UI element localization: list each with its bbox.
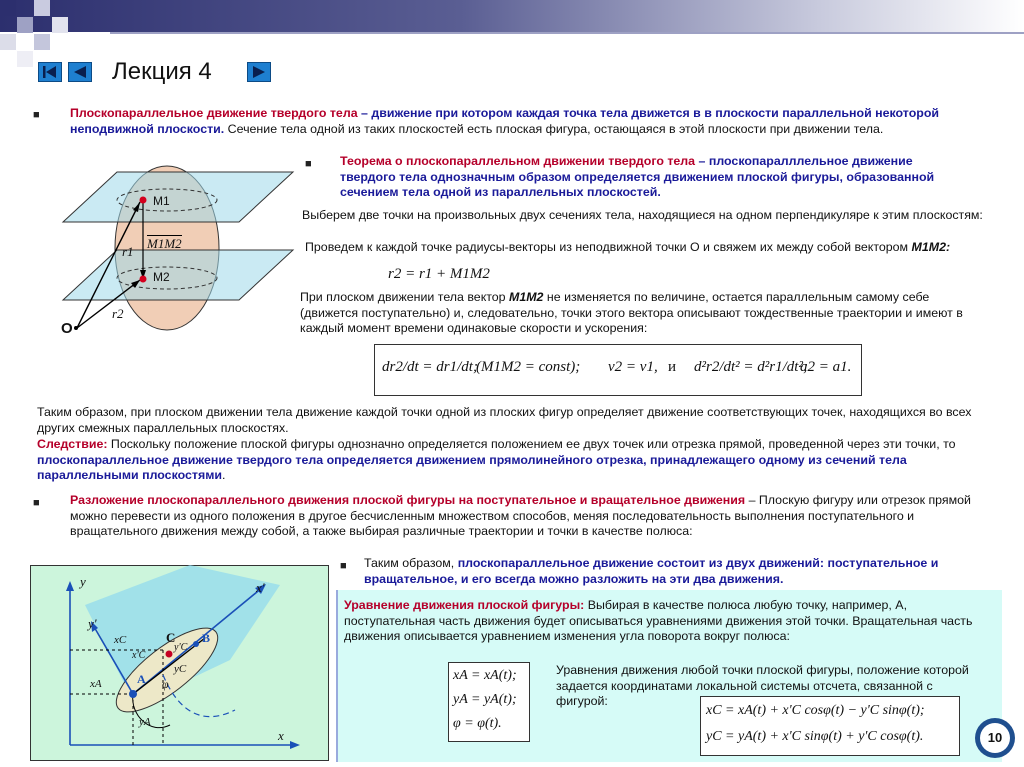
bullet: ■ xyxy=(305,158,312,170)
theorem-text: – плоскопаралллельное движение твердого тела однозначным образом определяется движением плоской фигуры, образованной сечением тела одной из параллельных плоскостей. xyxy=(340,154,935,200)
thus2-lead: Таким образом, xyxy=(364,556,458,570)
decomposition-term: Разложение плоскопараллельного движения плоской фигуры на поступательное и вращательное движения xyxy=(70,493,746,507)
vector-equation: r2 = r1 + M1M2 xyxy=(388,266,490,282)
plane-motion-lead: При плоском движении тела вектор xyxy=(300,290,510,304)
corollary-bold: плоскопараллельное движение твердого тела определяется движением прямолинейного отрезка, принадлежащего одному из сечений тела параллельными плоскостями xyxy=(37,452,907,483)
deco-square xyxy=(17,51,33,67)
equation-description: Выбирая в качестве полюса любую точку, например, A, поступательная часть движения будет описываться уравнениями движения этой точки. Вращательная часть движения описывается уравнением изменения угла поворота вокруг полюса: xyxy=(344,598,973,644)
theorem-term: Теорема о плоскопараллельном движении твердого тела xyxy=(340,154,696,168)
deco-square xyxy=(34,34,50,50)
label-r1: r1 xyxy=(122,244,134,259)
fig2-label-B: B xyxy=(202,631,211,645)
first-page-icon xyxy=(39,63,61,81)
eq-yA: yA = yA(t); xyxy=(453,692,517,707)
fig2-label-C: C xyxy=(166,630,176,645)
deco-square xyxy=(17,17,33,33)
deco-square xyxy=(0,0,16,16)
derivative-conj: и xyxy=(668,359,677,375)
fig2-label-A: A xyxy=(137,672,146,686)
corollary xyxy=(37,437,997,484)
radius-vectors-text xyxy=(305,240,1010,256)
decomposition-text: – Плоскую фигуру или отрезок прямой можно перевести из одного положения в другое бесчисленным множеством способов, меняя последовательность выполнения поступательного и вращательного движения между собой, а также выбирая различные траектории и точки в качестве полюса: xyxy=(70,493,971,539)
thus-each-point: Таким образом, при плоском движении тела движение каждой точки одной из плоских фигур определяет движение соответствующих точек, находящихся во всех других смежных параллельных плоскостях. xyxy=(37,405,972,435)
bullet: ■ xyxy=(340,560,347,572)
plane-motion-vec: M1M2 xyxy=(509,290,544,304)
corollary-text: Поскольку положение плоской фигуры однозначно определяется положением ее двух точек или отрезка прямой, проведенной через эти точки, то xyxy=(107,437,956,451)
equation-term: Уравнение движения плоской фигуры: xyxy=(344,598,585,612)
fig2-label-yA: yA xyxy=(139,716,151,728)
label-M1: M1 xyxy=(153,194,170,208)
radius-vectors-lead: Проведем к каждой точке радиусы-векторы из неподвижной точки О и свяжем их между собой вектором xyxy=(305,240,909,254)
radius-vectors-end: M1M2: xyxy=(911,240,951,254)
prev-page-button[interactable] xyxy=(68,62,92,82)
fig2-label-phi: φ xyxy=(162,677,169,691)
header-rule xyxy=(110,32,1024,34)
label-O: O xyxy=(61,320,73,337)
theorem xyxy=(340,154,960,201)
corollary-end: . xyxy=(222,468,226,483)
label-r2: r2 xyxy=(112,306,124,321)
eq-xA: xA = xA(t); xyxy=(453,668,517,683)
header-band xyxy=(0,0,1024,32)
derivative-v-equal: v2 = v1, xyxy=(608,359,658,375)
bullet: ■ xyxy=(33,497,40,509)
fig2-label-x: x xyxy=(278,728,284,743)
fig2-label-yprime: y' xyxy=(88,616,97,631)
plane-motion-text xyxy=(300,290,980,337)
bullet: ■ xyxy=(33,109,40,121)
deco-square xyxy=(0,34,16,50)
fig2-label-y: y xyxy=(80,574,86,589)
plane-motion-rest: не изменяется по величине, остается параллельным самому себе (движется поступательно) и, следовательно, точки этого вектора описывают тождественные траектории и имеют в каждый момент времени одинаковые скорости и ускорения: xyxy=(300,290,963,336)
derivative-const: (M1M2 = const); xyxy=(476,359,581,375)
thus2-bold: плоскопараллельное движение состоит из двух движений: поступательное и вращательное, и его всегда можно разложить на эти два движения. xyxy=(364,556,939,586)
eq-phi: φ = φ(t). xyxy=(453,716,502,731)
fig2-label-yC: yC xyxy=(174,663,187,675)
eq-yC: yC = yA(t) + x'C sinφ(t) + y'C cosφ(t). xyxy=(706,729,924,744)
any-point-text: Уравнения движения любой точки плоской фигуры, положение которой задается координатами локальной системы отсчета, связанной с фигурой: xyxy=(556,663,969,709)
fig2-label-xprimeC: x'C xyxy=(132,650,146,661)
section1-rest: Сечение тела одной из таких плоскостей есть плоская фигура, остающаяся в этой плоскости при движении тела. xyxy=(224,121,884,136)
next-page-button[interactable] xyxy=(247,62,271,82)
page-title: Лекция 4 xyxy=(112,58,212,85)
fig2-label-xA: xA xyxy=(90,678,102,690)
fig2-label-xprime: x' xyxy=(256,580,265,595)
label-M1M2: M1M2 xyxy=(147,236,182,251)
equation-text xyxy=(344,598,994,645)
derivative-velocity: dr2/dt = dr1/dt; xyxy=(382,359,478,375)
deco-square xyxy=(52,17,68,33)
thus-two-motions xyxy=(364,556,989,587)
label-M2: M2 xyxy=(153,270,170,284)
definition-plane-motion: – движение при котором каждая точка тела движется в в плоскости параллельной некоторой неподвижной плоскости. xyxy=(70,106,940,136)
fig2-label-yprimeC: y'C xyxy=(174,642,188,653)
first-page-button[interactable] xyxy=(38,62,62,82)
derivative-a-equal: a2 = a1. xyxy=(800,359,852,375)
next-page-icon xyxy=(248,63,270,81)
fig2-label-xC: xC xyxy=(114,634,127,646)
eq-xC: xC = xA(t) + x'C cosφ(t) − y'C sinφ(t); xyxy=(706,703,925,718)
choose-points-text: Выберем две точки на произвольных двух сечениях тела, находящиеся на одном перпендикуляре к этим плоскостям: xyxy=(302,208,983,222)
page-number-inner: 10 xyxy=(980,723,1010,753)
derivative-accel: d²r2/dt² = d²r1/dt²; xyxy=(694,359,808,375)
corollary-label: Следствие: xyxy=(37,437,108,451)
deco-square xyxy=(34,0,50,16)
prev-page-icon xyxy=(69,63,91,81)
decomposition xyxy=(70,493,975,540)
section-plane-motion xyxy=(70,106,975,137)
term-plane-motion: Плоскопараллельное движение твердого тела xyxy=(70,106,358,120)
